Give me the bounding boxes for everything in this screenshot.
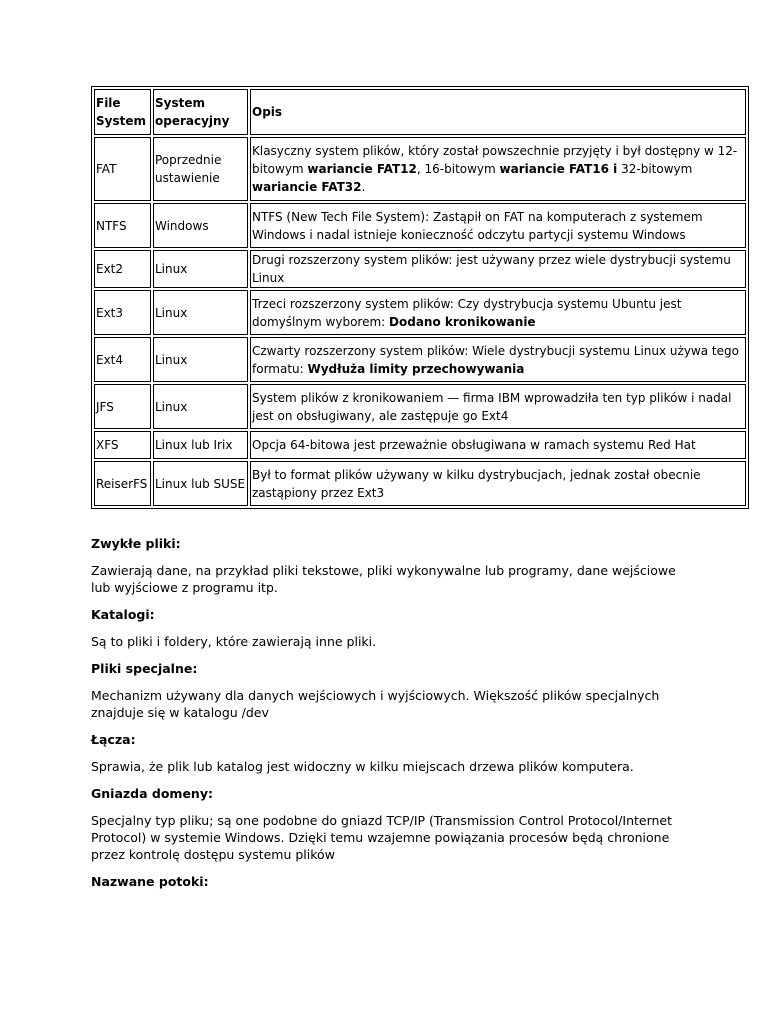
section-paragraph: Mechanizm używany dla danych wejściowych i wyjściowych. Większość plików specjalnych znajduje się w katalogu /dev xyxy=(91,688,660,720)
text-segment: Klasyczny system plików, który został powszechnie przyjęty i był dostępny w 12-bitowym xyxy=(252,144,738,176)
text-segment: . xyxy=(361,180,366,194)
cell-file-system: XFS xyxy=(94,431,151,459)
text-segment: System plików z kronikowaniem — firma IBM wprowadziła ten typ plików i nadal jest on obsługiwany, ale zastępuje go Ext4 xyxy=(252,390,732,423)
table-row xyxy=(94,337,746,382)
cell-system-operacyjny: Linux xyxy=(153,250,248,288)
text-segment: Drugi rozszerzony system plików: jest używany przez wiele dystrybucji systemu Linux xyxy=(252,253,731,285)
section-heading: Nazwane potoki: xyxy=(91,874,209,889)
filesystem-table-body xyxy=(94,89,746,506)
table-header-row xyxy=(94,89,746,135)
text-segment: Opcja 64-bitowa jest przeważnie obsługiwana w ramach systemu Red Hat xyxy=(252,438,696,452)
section-heading: Katalogi: xyxy=(91,607,155,622)
text-segment: NTFS (New Tech File System): Zastąpił on FAT na komputerach z systemem Windows i nadal istnieje konieczność odczytu partycji systemu Windows xyxy=(252,209,703,242)
header-system-operacyjny: System operacyjny xyxy=(153,89,248,135)
bold-text: wariancie FAT32 xyxy=(252,180,362,194)
bold-text: Wydłuża limity przechowywania xyxy=(307,361,525,376)
cell-system-operacyjny: Linux lub SUSE xyxy=(153,461,248,506)
cell-file-system: FAT xyxy=(94,137,151,201)
text-segment: 32-bitowym xyxy=(617,162,693,176)
cell-opis xyxy=(250,203,746,248)
table-row xyxy=(94,461,746,506)
filesystem-table xyxy=(91,86,749,509)
cell-system-operacyjny: Linux lub Irix xyxy=(153,431,248,459)
text-segment: Trzeci rozszerzony system plików: Czy dystrybucja systemu Ubuntu jest domyślnym wyborem: xyxy=(252,296,682,329)
section-paragraph: Specjalny typ pliku; są one podobne do gniazd TCP/IP (Transmission Control Protocol/Internet Protocol) w systemie Windows. Dzięki temu wzajemne powiązania procesów będą chronione przez kontrolę dostępu systemu plików xyxy=(91,813,673,862)
body-text xyxy=(91,535,681,900)
cell-system-operacyjny: Linux xyxy=(153,337,248,382)
section-paragraph: Zawierają dane, na przykład pliki tekstowe, pliki wykonywalne lub programy, dane wejściowe lub wyjściowe z programu itp. xyxy=(91,563,676,595)
table-row xyxy=(94,137,746,201)
cell-system-operacyjny: Linux xyxy=(153,384,248,429)
cell-opis xyxy=(250,250,746,288)
section-heading: Pliki specjalne: xyxy=(91,661,198,676)
table-row xyxy=(94,290,746,335)
text-segment: Czwarty rozszerzony system plików: Wiele dystrybucji systemu Linux używa tego formatu: xyxy=(252,343,739,376)
table-row xyxy=(94,203,746,248)
cell-opis xyxy=(250,137,746,201)
section-paragraph: Są to pliki i foldery, które zawierają inne pliki. xyxy=(91,634,377,649)
section-paragraph: Sprawia, że plik lub katalog jest widoczny w kilku miejscach drzewa plików komputera. xyxy=(91,759,634,774)
cell-file-system: Ext3 xyxy=(94,290,151,335)
text-segment: , 16-bitowym xyxy=(416,162,500,176)
cell-system-operacyjny: Windows xyxy=(153,203,248,248)
cell-file-system: Ext4 xyxy=(94,337,151,382)
cell-file-system: JFS xyxy=(94,384,151,429)
cell-opis xyxy=(250,384,746,429)
cell-system-operacyjny: Poprzednie ustawienie xyxy=(153,137,248,201)
cell-file-system: Ext2 xyxy=(94,250,151,288)
header-opis: Opis xyxy=(250,89,746,135)
text-segment: Był to format plików używany w kilku dystrybucjach, jednak został obecnie zastąpiony przez Ext3 xyxy=(252,467,701,500)
section-heading: Gniazda domeny: xyxy=(91,786,213,801)
header-file-system: File System xyxy=(94,89,151,135)
table-row xyxy=(94,250,746,288)
bold-text: Dodano kronikowanie xyxy=(389,314,536,329)
cell-system-operacyjny: Linux xyxy=(153,290,248,335)
section-heading: Łącza: xyxy=(91,732,136,747)
section-heading: Zwykłe pliki: xyxy=(91,536,181,551)
cell-file-system: ReiserFS xyxy=(94,461,151,506)
cell-opis xyxy=(250,461,746,506)
cell-opis xyxy=(250,290,746,335)
table-row xyxy=(94,431,746,459)
cell-opis xyxy=(250,431,746,459)
cell-opis xyxy=(250,337,746,382)
bold-text: wariancie FAT16 i xyxy=(499,162,618,176)
cell-file-system: NTFS xyxy=(94,203,151,248)
table-row xyxy=(94,384,746,429)
bold-text: wariancie FAT12 xyxy=(307,162,417,176)
